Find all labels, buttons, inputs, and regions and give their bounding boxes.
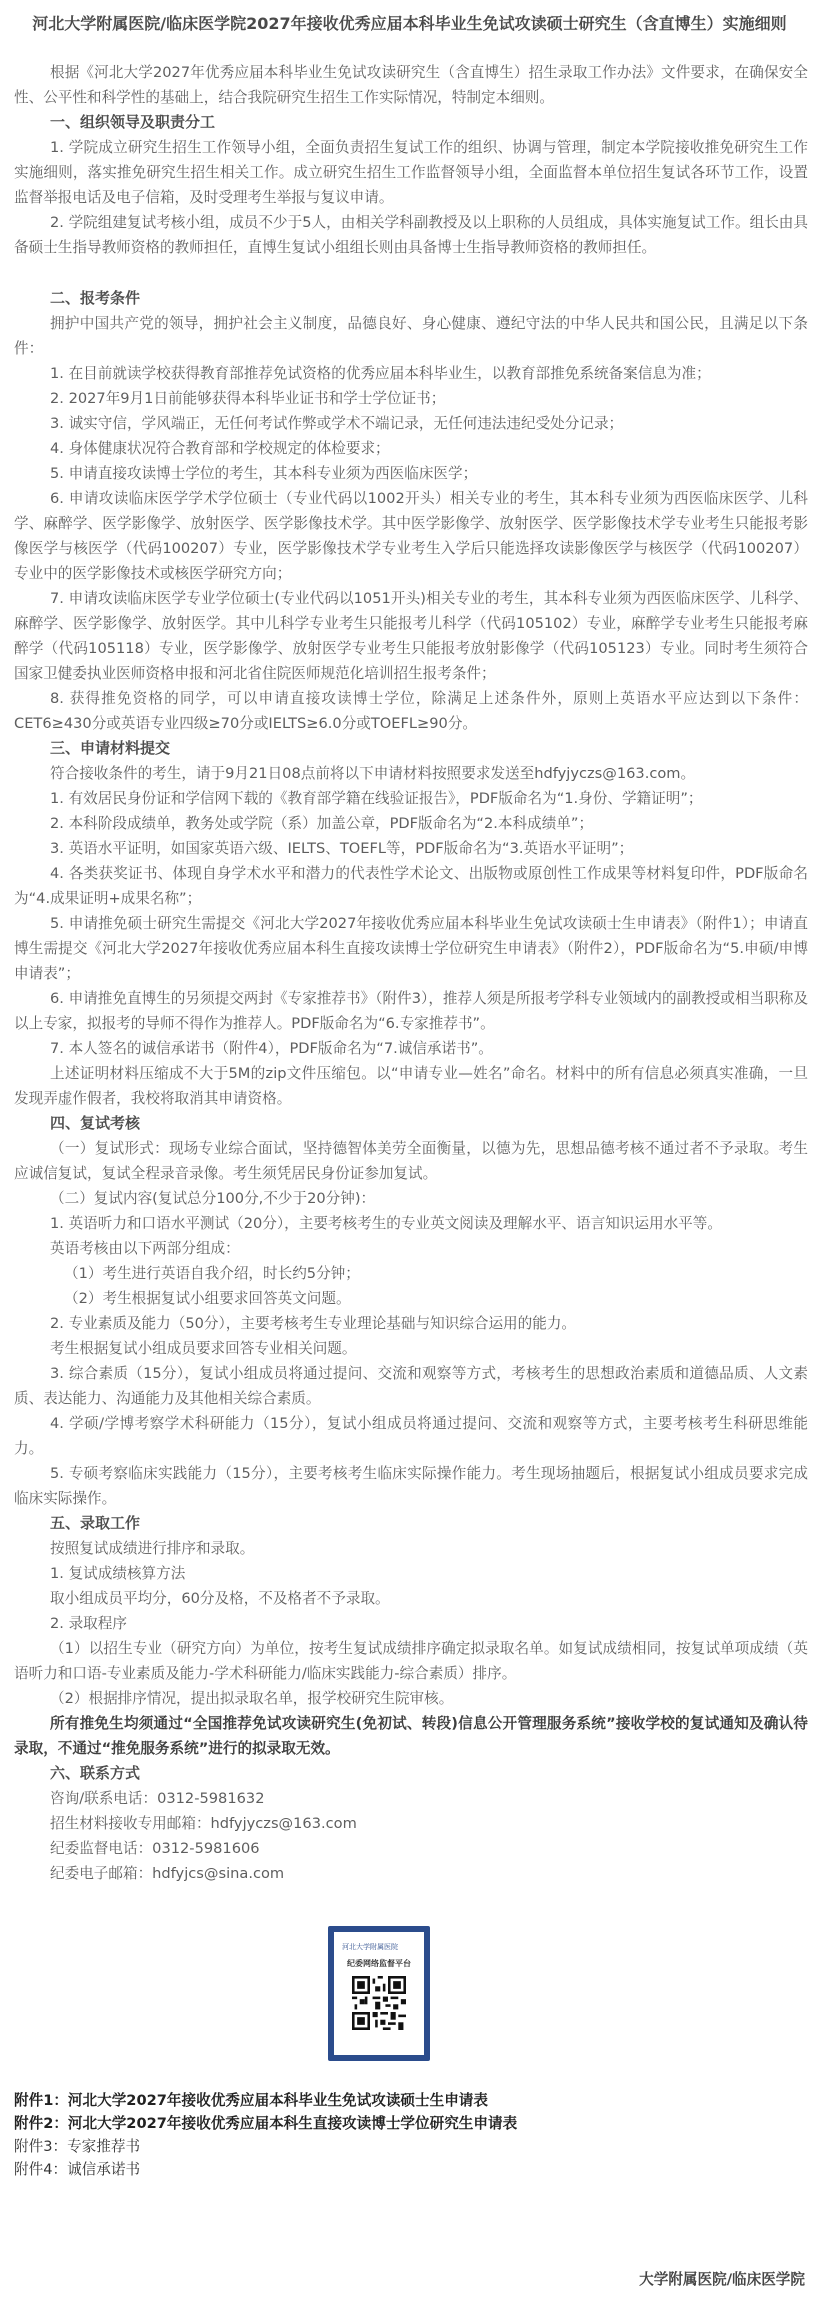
section-3-item: 5. 申请推免硕士研究生需提交《河北大学2027年接收优秀应届本科毕业生免试攻读硕士生申请表》（附件1）；申请直博生需提交《河北大学2027年接收优秀应届本科生直接攻读博士学位研究生申请表》（附件2），PDF版命名为“5.申硕/申博申请表”；	[14, 915, 808, 982]
section-3-item: 4. 各类获奖证书、体现自身学术水平和潜力的代表性学术论文、出版物或原创性工作成果等材料复印件，PDF版命名为“4.成果证明+成果名称”；	[14, 865, 808, 907]
qr-code-card[interactable]	[328, 1926, 430, 2061]
section-4-item: 英语考核由以下两部分组成：	[50, 1240, 240, 1257]
contact-phone: 咨询/联系电话：0312-5981632	[50, 1790, 265, 1807]
section-3-lead: 符合接收条件的考生，请于9月21日08点前将以下申请材料按照要求发送至hdfyjyczs@163.com。	[50, 765, 696, 782]
section-3-heading: 三、申请材料提交	[50, 739, 171, 757]
section-4-item: （1）考生进行英语自我介绍，时长约5分钟；	[64, 1265, 360, 1282]
section-2-item: 4. 身体健康状况符合教育部和学校规定的体检要求；	[50, 440, 390, 457]
qr-card-inner	[334, 1932, 424, 2055]
section-5-item: 按照复试成绩进行排序和录取。	[50, 1540, 255, 1557]
section-5-item: 2. 录取程序	[50, 1615, 127, 1632]
section-2-item: 3. 诚实守信，学风端正，无任何考试作弊或学术不端记录，无任何违法违纪受处分记录；	[50, 415, 624, 432]
qr-code-icon	[352, 1976, 406, 2030]
section-1-item: 1. 学院成立研究生招生工作领导小组，全面负责招生复试工作的组织、协调与管理，制定本学院接收推免研究生工作实施细则，落实推免研究生招生相关工作。成立研究生招生工作监督领导小组，全面监督本单位招生复试各环节工作，设置监督举报电话及电子信箱，及时受理考生举报与复议申请。	[14, 139, 808, 206]
page-title: 河北大学附属医院/临床医学院2027年接收优秀应届本科毕业生免试攻读硕士研究生（含直博生）实施细则	[32, 14, 787, 33]
supervision-email: 纪委电子邮箱：hdfyjcs@sina.com	[50, 1865, 285, 1882]
section-3-item: 6. 申请推免直博生的另须提交两封《专家推荐书》（附件3），推荐人须是所报考学科专业领域内的副教授或相当职称及以上专家，拟报考的导师不得作为推荐人。PDF版命名为“6.专家推荐书”。	[14, 990, 808, 1032]
section-2-item: 5. 申请直接攻读博士学位的考生，其本科专业须为西医临床医学；	[50, 465, 478, 482]
section-5-item: （2）根据排序情况，提出拟录取名单，报学校研究生院审核。	[50, 1690, 454, 1707]
contact-email: 招生材料接收专用邮箱：hdfyjyczs@163.com	[50, 1815, 357, 1832]
section-4-item: 考生根据复试小组成员要求回答专业相关问题。	[50, 1340, 357, 1357]
section-2-heading: 二、报考条件	[50, 289, 141, 307]
section-2-item: 7. 申请攻读临床医学专业学位硕士(专业代码以1051开头)相关专业的考生，其本科专业须为西医临床医学、儿科学、麻醉学、医学影像学、放射医学。其中儿科学专业考生只能报考儿科学（代码105102）专业，麻醉学专业考生只能报考麻醉学（代码105118）专业，医学影像学、放射医学专业考生只能报考放射影像学（代码105123）专业。同时考生须符合国家卫健委执业医师资格申报和河北省住院医师规范化培训招生报考条件；	[14, 590, 808, 682]
section-2-lead: 拥护中国共产党的领导，拥护社会主义制度，品德良好、身心健康、遵纪守法的中华人民共和国公民，且满足以下条件：	[14, 315, 808, 357]
section-3-item: 上述证明材料压缩成不大于5M的zip文件压缩包。以“申请专业—姓名”命名。材料中的所有信息必须真实准确，一旦发现弄虚作假者，我校将取消其申请资格。	[14, 1065, 808, 1107]
section-4-item: 1. 英语听力和口语水平测试（20分），主要考核考生的专业英文阅读及理解水平、语言知识运用水平等。	[50, 1215, 722, 1232]
section-3-item: 1. 有效居民身份证和学信网下载的《教育部学籍在线验证报告》，PDF版命名为“1.身份、学籍证明”；	[50, 790, 703, 807]
attachment-link-2[interactable]: 附件2：河北大学2027年接收优秀应届本科生直接攻读博士学位研究生申请表	[14, 2115, 518, 2132]
section-4-heading: 四、复试考核	[50, 1114, 141, 1132]
attachment-link-4[interactable]: 附件4：诚信承诺书	[14, 2161, 141, 2178]
section-6-heading: 六、联系方式	[50, 1764, 141, 1782]
section-1-item: 2. 学院组建复试考核小组，成员不少于5人，由相关学科副教授及以上职称的人员组成，具体实施复试工作。组长由具备硕士生指导教师资格的教师担任，直博生复试小组组长则由具备博士生指导教师资格的教师担任。	[14, 214, 808, 256]
section-1-heading: 一、组织领导及职责分工	[50, 113, 216, 131]
section-4-item: （2）考生根据复试小组要求回答英文问题。	[64, 1290, 351, 1307]
attachment-link-3[interactable]: 附件3：专家推荐书	[14, 2138, 141, 2155]
section-4-item: 5. 专硕考察临床实践能力（15分），主要考核考生临床实际操作能力。考生现场抽题后，根据复试小组成员要求完成临床实际操作。	[14, 1465, 808, 1507]
footer-signature: 大学附属医院/临床医学院	[639, 2271, 805, 2288]
section-4-item: 2. 专业素质及能力（50分），主要考核考生专业理论基础与知识综合运用的能力。	[50, 1315, 577, 1332]
qr-card-logo: 河北大学附属医院	[342, 1943, 398, 1951]
section-5-item: 取小组成员平均分，60分及格，不及格者不予录取。	[50, 1590, 390, 1607]
section-3-item: 3. 英语水平证明，如国家英语六级、IELTS、TOEFL等，PDF版命名为“3.英语水平证明”；	[50, 840, 634, 857]
section-3-item: 7. 本人签名的诚信承诺书（附件4），PDF版命名为“7.诚信承诺书”。	[50, 1040, 493, 1057]
section-4-item: （一）复试形式：现场专业综合面试，坚持德智体美劳全面衡量，以德为先，思想品德考核不通过者不予录取。考生应诚信复试，复试全程录音录像。考生须凭居民身份证参加复试。	[14, 1140, 808, 1182]
intro-paragraph: 根据《河北大学2027年优秀应届本科毕业生免试攻读研究生（含直博生）招生录取工作办法》文件要求，在确保安全性、公平性和科学性的基础上，结合我院研究生招生工作实际情况，特制定本细则。	[14, 64, 808, 106]
section-4-item: 3. 综合素质（15分），复试小组成员将通过提问、交流和观察等方式，考核考生的思想政治素质和道德品质、人文素质、表达能力、沟通能力及其他相关综合素质。	[14, 1365, 808, 1407]
supervision-phone: 纪委监督电话：0312-5981606	[50, 1840, 260, 1857]
section-4-item: 4. 学硕/学博考察学术科研能力（15分），复试小组成员将通过提问、交流和观察等方式，主要考核考生科研思维能力。	[14, 1415, 808, 1457]
section-5-bold-note: 所有推免生均须通过“全国推荐免试攻读研究生(免初试、转段)信息公开管理服务系统”接收学校的复试通知及确认待录取，不通过“推免服务系统”进行的拟录取无效。	[14, 1715, 808, 1757]
qr-card-caption: 纪委网络监督平台	[347, 1959, 411, 1968]
section-2-item: 8. 获得推免资格的同学，可以申请直接攻读博士学位，除满足上述条件外，原则上英语水平应达到以下条件：CET6≥430分或英语专业四级≥70分或IELTS≥6.0分或TOEFL≥90分。	[14, 690, 808, 732]
attachment-link-1[interactable]: 附件1：河北大学2027年接收优秀应届本科毕业生免试攻读硕士生申请表	[14, 2092, 488, 2109]
section-5-item: （1）以招生专业（研究方向）为单位，按考生复试成绩排序确定拟录取名单。如复试成绩相同，按复试单项成绩（英语听力和口语-专业素质及能力-学术科研能力/临床实践能力-综合素质）排序。	[14, 1640, 808, 1682]
section-2-item: 6. 申请攻读临床医学学术学位硕士（专业代码以1002开头）相关专业的考生，其本科专业须为西医临床医学、儿科学、麻醉学、医学影像学、放射医学、医学影像技术学。其中医学影像学、放射医学、医学影像技术学专业考生只能报考影像医学与核医学（代码100207）专业，医学影像技术学专业考生入学后只能选择攻读影像医学与核医学（代码100207）专业中的医学影像技术或核医学研究方向；	[14, 490, 808, 582]
section-2-item: 2. 2027年9月1日前能够获得本科毕业证书和学士学位证书；	[50, 390, 446, 407]
section-5-heading: 五、录取工作	[50, 1514, 141, 1532]
section-2-item: 1. 在目前就读学校获得教育部推荐免试资格的优秀应届本科毕业生，以教育部推免系统备案信息为准；	[50, 365, 711, 382]
section-5-item: 1. 复试成绩核算方法	[50, 1565, 186, 1582]
section-3-item: 2. 本科阶段成绩单，教务处或学院（系）加盖公章，PDF版命名为“2.本科成绩单”；	[50, 815, 594, 832]
section-4-item: （二）复试内容(复试总分100分,不少于20分钟)：	[50, 1190, 376, 1207]
